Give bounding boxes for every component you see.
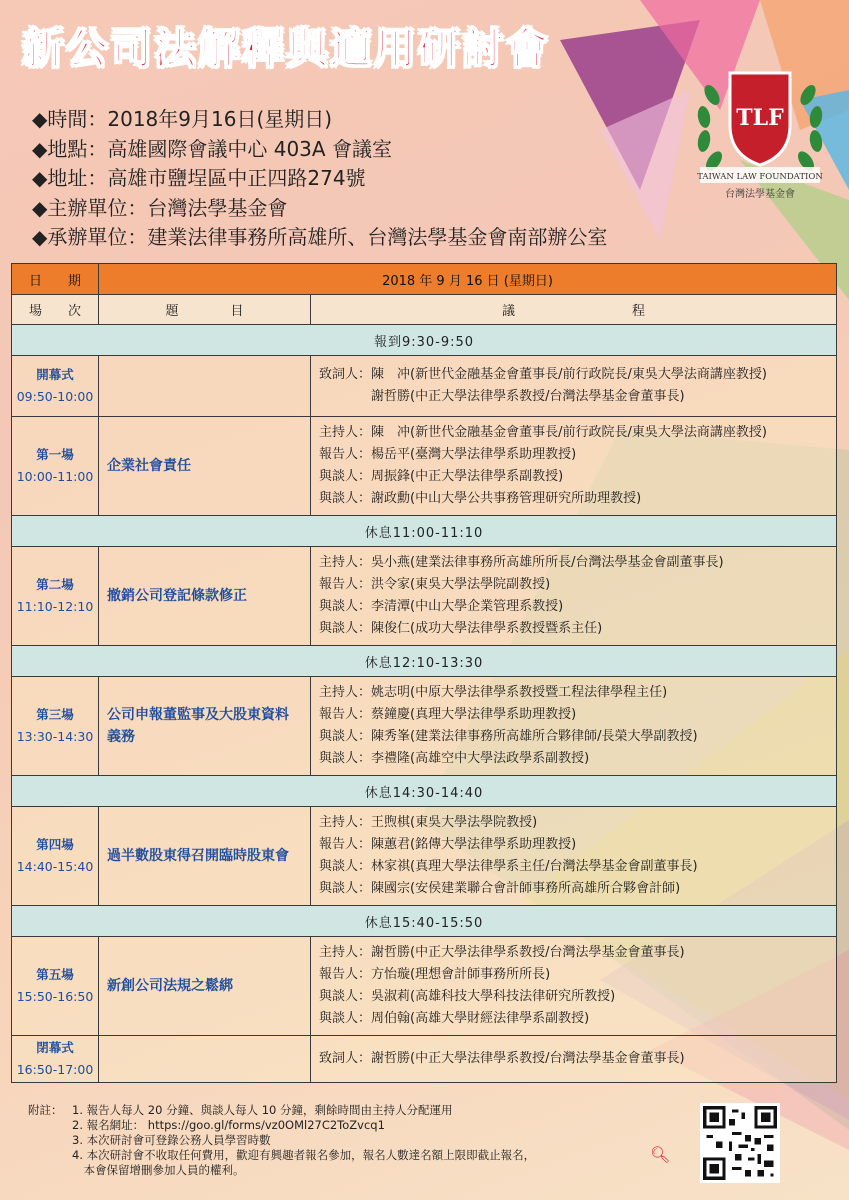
- svg-text:TLF: TLF: [736, 105, 784, 131]
- session-slot: 第二場 11:10-12:10: [12, 547, 99, 646]
- session-slot: 第三場 13:30-14:30: [12, 677, 99, 776]
- col-topic: 題 目: [99, 295, 311, 325]
- date-row: [12, 264, 837, 295]
- session-4: [12, 807, 837, 906]
- session-opening: [12, 356, 837, 417]
- search-icon: 🔍︎: [650, 1145, 671, 1164]
- session-program: 致詞人：陳 冲(新世代金融基金會董事長/前行政院長/東吳大學法商講座教授) 謝哲勝(中正大學法律學系教授/台灣法學基金會董事長): [311, 356, 837, 417]
- session-topic: 企業社會責任: [99, 417, 311, 516]
- column-header-row: [12, 295, 837, 325]
- svg-text:TAIWAN LAW FOUNDATION: TAIWAN LAW FOUNDATION: [697, 172, 823, 182]
- foundation-logo: [690, 55, 830, 215]
- notes-list: [72, 1103, 535, 1178]
- session-1: [12, 417, 837, 516]
- col-program: 議 程: [311, 295, 837, 325]
- break-row: 休息14:30-14:40: [12, 776, 837, 807]
- break-row: 休息11:00-11:10: [12, 516, 837, 547]
- schedule-table: [11, 263, 837, 1083]
- session-topic: 新創公司法規之鬆綁: [99, 937, 311, 1036]
- break-row: 休息15:40-15:50: [12, 906, 837, 937]
- notes: [28, 1103, 535, 1178]
- date-label: 日 期: [12, 264, 99, 295]
- svg-text:台灣法學基金會: 台灣法學基金會: [725, 189, 795, 200]
- session-slot: 第四場 14:40-15:40: [12, 807, 99, 906]
- note-item: 本會保留增刪參加人員的權利。: [72, 1163, 245, 1177]
- session-slot: 閉幕式 16:50-17:00: [12, 1036, 99, 1083]
- session-slot: 第一場 10:00-11:00: [12, 417, 99, 516]
- event-co-organizer: ◆承辦單位：建業法律事務所高雄所、台灣法學基金會南部辦公室: [32, 225, 608, 249]
- session-topic: 撤銷公司登記條款修正: [99, 547, 311, 646]
- note-item: 4. 本次研討會不收取任何費用，歡迎有興趣者報名參加，報名人數達名額上限即截止報名，: [72, 1148, 536, 1162]
- event-place: ◆地點：高雄國際會議中心 403A 會議室: [32, 136, 392, 161]
- session-2: [12, 547, 837, 646]
- session-topic: [99, 356, 311, 417]
- col-session: 場 次: [12, 295, 99, 325]
- session-slot: 第五場 15:50-16:50: [12, 937, 99, 1036]
- session-topic: 公司申報董監事及大股東資料義務: [99, 677, 311, 776]
- event-organizer: ◆主辦單位：台灣法學基金會: [32, 195, 288, 220]
- session-slot: 開幕式 09:50-10:00: [12, 356, 99, 417]
- session-program: 主持人：陳 冲(新世代金融基金會董事長/前行政院長/東吳大學法商講座教授) 報告人：楊岳平(臺灣大學法律學系助理教授) 與談人：周振鋒(中正大學法律學系副教授) 與談人：謝政勳(中山大學公共事務管理研究所助理教授): [311, 417, 837, 516]
- session-5: [12, 937, 837, 1036]
- note-item-url[interactable]: 2. 報名網址： https://goo.gl/forms/vz0OMl27C2ToZvcq1: [72, 1118, 385, 1132]
- session-topic: 過半數股東得召開臨時股東會: [99, 807, 311, 906]
- session-program: 主持人：謝哲勝(中正大學法律學系教授/台灣法學基金會董事長) 報告人：方怡璇(理想會計師事務所所長) 與談人：吳淑莉(高雄科技大學科技法律研究所教授) 與談人：周伯翰(高雄大學財經法律學系副教授): [311, 937, 837, 1036]
- event-address: ◆地址：高雄市鹽埕區中正四路274號: [32, 166, 366, 190]
- session-3: [12, 677, 837, 776]
- checkin-row: [12, 325, 837, 356]
- session-program: 主持人：姚志明(中原大學法律學系教授暨工程法律學程主任) 報告人：蔡鐘慶(真理大學法律學系助理教授) 與談人：陳秀峯(建業法律事務所高雄所合夥律師/長榮大學副教授) 與談人：李禮隆(高雄空中大學法政學系副教授): [311, 677, 837, 776]
- qr-code-icon[interactable]: [700, 1103, 780, 1183]
- note-item: 3. 本次研討會可登錄公務人員學習時數: [72, 1133, 271, 1147]
- session-topic: [99, 1036, 311, 1083]
- page-title: 新公司法解釋與適用研討會: [22, 24, 551, 73]
- laurel-shield-icon: [690, 55, 830, 215]
- break-row: 休息12:10-13:30: [12, 646, 837, 677]
- session-program: 主持人：王煦棋(東吳大學法學院教授) 報告人：陳蕙君(銘傳大學法律學系助理教授) 與談人：林家祺(真理大學法律學系主任/台灣法學基金會副董事長) 與談人：陳國宗(安侯建業聯合會計師事務所高雄所合夥會計師): [311, 807, 837, 906]
- session-program: 主持人：吳小燕(建業法律事務所高雄所所長/台灣法學基金會副董事長) 報告人：洪令家(東吳大學法學院副教授) 與談人：李清潭(中山大學企業管理系教授) 與談人：陳俊仁(成功大學法律學系教授暨系主任): [311, 547, 837, 646]
- session-program: 致詞人：謝哲勝(中正大學法律學系教授/台灣法學基金會董事長): [311, 1036, 837, 1083]
- note-item: 1. 報告人每人 20 分鐘、與談人每人 10 分鐘，剩餘時間由主持人分配運用: [72, 1103, 453, 1117]
- event-info: [32, 105, 607, 253]
- notes-label: 附註：: [28, 1103, 63, 1117]
- date-value: 2018 年 9 月 16 日 (星期日): [99, 264, 837, 295]
- event-time: ◆時間：2018年9月16日(星期日): [32, 107, 333, 131]
- checkin-text: 報到9:30-9:50: [12, 325, 837, 356]
- session-closing: [12, 1036, 837, 1083]
